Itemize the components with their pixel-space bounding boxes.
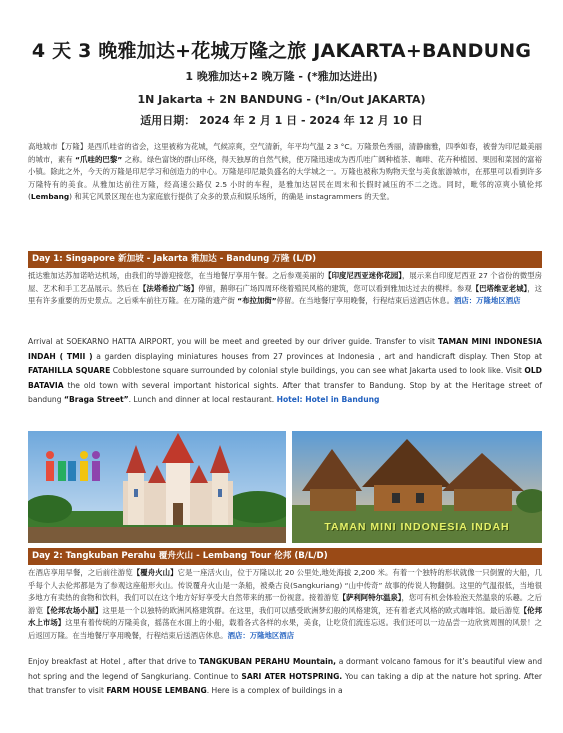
taman-mini-banner: TAMAN MINI INDONESIA INDAH: [324, 521, 510, 533]
day1-cn-hotel: 酒店：万隆地区酒店: [453, 296, 521, 305]
day1-cn-text: ，这里有许多重要的历史景点。之后乘车前往万隆。在万隆的遗产街: [28, 283, 542, 305]
day2-en-paragraph: [28, 655, 542, 699]
day2-en-text: . Here is a complex of buildings in a: [206, 686, 343, 695]
day1-en-paragraph: [28, 335, 542, 408]
taman-mini-photo: [292, 431, 542, 543]
day2-cn-paragraph: [28, 567, 542, 642]
intro-lembang: Lembang: [30, 192, 70, 201]
day1-en-batavia: OLD BATAVIA: [28, 366, 542, 390]
validity-dates: 适用日期： 2024 年 2 月 1 日 - 2024 年 12 月 10 日: [140, 114, 423, 127]
day1-header: Day 1: Singapore 新加坡 - Jakarta 雅加达 - Bandung 万隆 (L/D): [28, 251, 542, 268]
day1-en-text: Arrival at SOEKARNO HATTA AIRPORT, you will be meet and greeted by our driver guide. Transfer to visit: [28, 337, 438, 346]
day2-cn-text: 这里是一个以独特的欧洲风格建筑群。在这里，我们可以感受欧洲梦幻般的风格建筑，还有着老式风格的欧式咖啡馆。最后游览: [102, 605, 520, 615]
day1-cn-batavia: 【巴塔维亚老城】: [471, 283, 528, 293]
day1-cn-text: 停留，鹅卵石广场四周环绕着殖民风格的建筑，您可以看到雅加达过去的模样。参观: [198, 283, 472, 293]
day1-cn-text: 抵达雅加达苏加诺哈达机场，由我们的导游迎接您，在当地餐厅享用午餐。之后参观美丽的: [28, 271, 325, 280]
day2-en-farmhouse: FARM HOUSE LEMBANG: [106, 686, 207, 695]
subtitle-en: 1N Jakarta + 2N BANDUNG - (*In/Out JAKARTA): [137, 93, 426, 106]
day2-en-text: You can taking a dip at the nature hot spring. After that transfer to visit: [28, 671, 542, 695]
day1-en-hotel: Hotel: Hotel in Bandung: [276, 395, 380, 404]
day2-cn-text: 它是一座活火山，位于万隆以北 20 公里处,地处海拔 2,200 米。有着一个独特的形状就像一只倒置的大船，几乎每个人去伦邦都是为了参观这座船形火山。传说覆舟火山是一条船，被桑古良(Sangkuriang) “山中传奇” 故事的传说人物翻倒。这里的气温很低，当地很多地方有卖热的食物和饮料，我们可以在这个地方好好享受大自然带来的那一份视意。接着游览: [28, 568, 542, 602]
intro-highlight: “爪哇的巴黎”: [75, 154, 123, 164]
subtitle-cn: 1 晚雅加达+2 晚万隆 - (*雅加达进出): [185, 70, 378, 83]
tmii-photo: [28, 431, 286, 543]
day2-header: Day 2: Tangkuban Perahu 覆舟火山 - Lembang Tour 伦邦 (B/L/D): [28, 548, 542, 565]
intro-text-1: 高地城市【万隆】是西爪哇省的省会，这里被称为花城，气候凉爽，空气清新，年平均气温 2 3 °C。万隆景色秀丽，清静幽雅，四季如春，被誉为印尼最美丽的城市，素有: [28, 142, 542, 164]
day2-cn-hotel: 酒店：万隆地区酒店: [227, 630, 295, 640]
page-title: 4 天 3 晚雅加达+花城万隆之旅 JAKARTA+BANDUNG: [31, 40, 532, 62]
day2-en-hotspring: SARI ATER HOTSPRING.: [241, 671, 343, 681]
day1-en-text: Cobblestone square surrounded by colonial style buildings, you can see what Jakarta used to look like. Visit: [110, 366, 525, 375]
day2-cn-text: 这里有着传统的万隆美食，摇荡在水面上的小船，载着各式各样的水果，美食，让吃货们流连忘返。我们还可以一边品尝一边欣赏周围的风景！之后返回万隆。在当地餐厅享用晚餐，行程结束后送酒店休息。: [28, 618, 542, 640]
day2-cn-text: ，您可有机会体验泡天然温泉的乐趣。之后游览: [28, 593, 542, 615]
day2-cn-farmhouse: 【伦邦农场小屋】: [42, 605, 103, 615]
day1-cn-paragraph: [28, 270, 542, 308]
tmii-photo-illustration: [28, 431, 286, 543]
intro-text-3: ) 和其它风景区现在也为家庭旅行提供了众多的景点和娱乐场所，的确是 instagrammers 的天堂。: [69, 192, 394, 201]
day1-en-text: . Lunch and dinner at local restaurant.: [128, 395, 277, 404]
day2-cn-floating-market: 【伦邦水上市场】: [28, 605, 542, 627]
intro-paragraph: [28, 141, 542, 204]
intro-text-2: 之称。绿色富饶的群山环绕，得天独厚的自然气候，使万隆迅速成为西爪哇广阔种植茶、咖啡、花卉种植园、果园和菜园的富裕小镇。除此之外，今天的万隆是印尼学习和创造力的中心。万隆是印尼最负盛名的大学城之一。万隆也被称为购物天堂与美食旅游城市，在那里可以看到许多万隆特有的美食。从雅加达前往万隆，经高速公路仅 2.5 小时的车程，是雅加达居民在周末和长假时减压的不二之选。同时，毗邻的凉爽小镇伦邦 (: [28, 154, 542, 201]
day1-cn-fatahillah: 【法塔希拉广场】: [138, 283, 199, 293]
day1-en-tmii: TAMAN MINI INDONESIA INDAH ( TMII ): [28, 337, 542, 361]
day1-en-text: the old town with several important historical sights. After that transfer to Bandung. Stop by at the Heritage street of bandung: [28, 380, 542, 404]
day2-cn-text: 在酒店享用早餐，之后前往游览: [28, 568, 133, 577]
day1-cn-tmii: 【印度尼西亚迷你花园】: [324, 271, 402, 280]
day1-en-fatahillah: FATAHILLA SQUARE: [28, 366, 111, 375]
day2-en-text: Enjoy breakfast at Hotel , after that drive to: [28, 657, 200, 666]
day2-en-volcano: TANGKUBAN PERAHU Mountain,: [199, 657, 337, 666]
day1-en-text: a garden displaying miniatures houses from 27 provinces at Indonesia , art and handicraft display. Then Stop at: [92, 351, 542, 361]
day2-en-text: a dormant volcano famous for it’s beautiful view and hot spring and the legend of Sangkuriang. Continue to: [28, 657, 543, 681]
day2-cn-volcano: 【覆舟火山】: [132, 568, 178, 577]
day2-cn-hotspring: 【萨利阿特尔温泉】: [338, 593, 402, 602]
day1-cn-text: ，展示来自印度尼西亚 27 个省份的微型房屋、艺术和手工艺品展示。然后在: [28, 271, 542, 293]
day1-en-braga: “Braga Street”: [63, 395, 129, 404]
day1-cn-text: 停留。在当地餐厅享用晚餐，行程结束后送酒店休息。: [276, 296, 454, 305]
day1-cn-braga: “布拉加街”: [237, 296, 277, 305]
